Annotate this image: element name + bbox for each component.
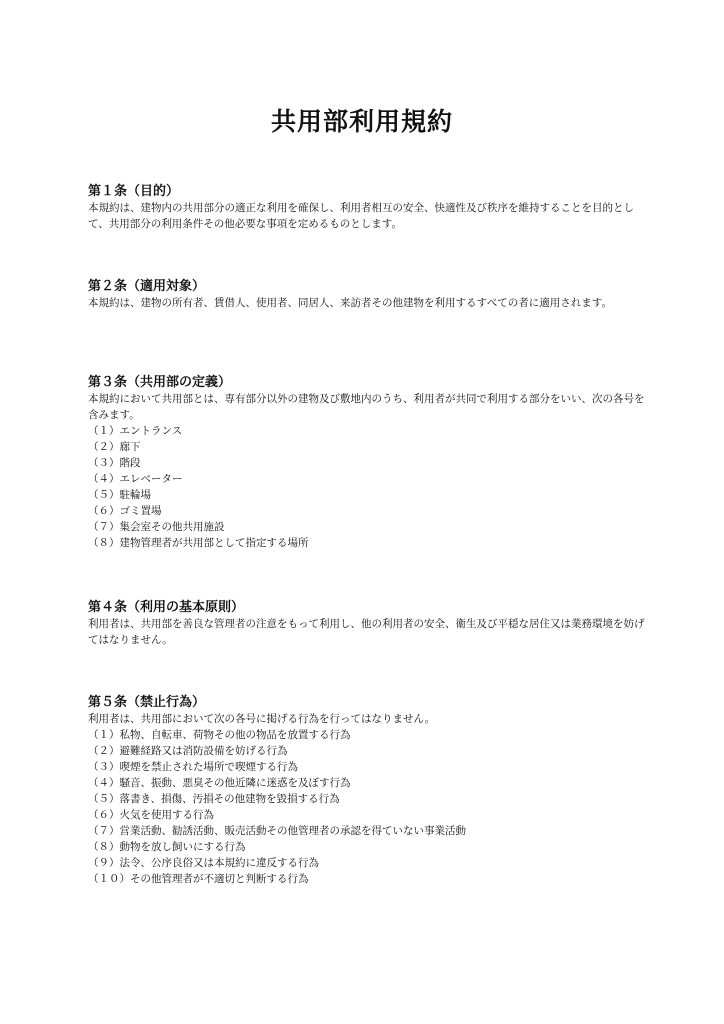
item-list [88,727,648,887]
article-heading: 第４条（利用の基本原則） [88,600,245,615]
list-item: （６）ゴミ置場 [88,505,162,517]
list-item: （９）法令、公序良俗又は本規約に違反する行為 [88,857,319,869]
article-body: 本規約において共用部とは、専有部分以外の建物及び敷地内のうち、利用者が共同で利用する部分をいい、次の各号を含みます。 [88,393,645,421]
article-body: 本規約は、建物内の共用部分の適正な利用を確保し、利用者相互の安全、快適性及び秩序を維持することを目的として、共用部分の利用条件その他必要な事項を定めるものとします。 [88,202,634,230]
list-item: （５）駐輪場 [88,489,151,501]
item-list [88,423,648,551]
list-item: （８）動物を放し飼いにする行為 [88,841,246,853]
list-item: （３）喫煙を禁止された場所で喫煙する行為 [88,761,298,773]
article-3 [88,374,648,551]
list-item: （５）落書き、損傷、汚損その他建物を毀損する行為 [88,793,340,805]
article-body: 利用者は、共用部を善良な管理者の注意をもって利用し、他の利用者の安全、衛生及び平穏な居住又は業務環境を妨げてはなりません。 [88,618,645,646]
article-1 [88,183,648,232]
list-item: （６）火気を使用する行為 [88,809,214,821]
article-heading: 第１条（目的） [88,184,180,199]
article-4 [88,599,648,648]
list-item: （１）エントランス [88,425,183,437]
list-item: （３）階段 [88,457,141,469]
list-item: （２）避難経路又は消防設備を妨げる行為 [88,745,288,757]
article-5 [88,694,648,887]
list-item: （７）集会室その他共用施設 [88,521,225,533]
list-item: （１０）その他管理者が不適切と判断する行為 [88,873,309,885]
list-item: （４）エレベーター [88,473,183,485]
article-body: 利用者は、共用部において次の各号に掲げる行為を行ってはなりません。 [88,713,436,725]
document-title: 共用部利用規約 [270,107,453,136]
article-heading: 第２条（適用対象） [88,279,206,294]
article-heading: 第５条（禁止行為） [88,695,206,710]
article-heading: 第３条（共用部の定義） [88,375,232,390]
list-item: （８）建物管理者が共用部として指定する場所 [88,537,309,549]
list-item: （４）騒音、振動、悪臭その他近隣に迷惑を及ぼす行為 [88,777,351,789]
article-2 [88,278,648,311]
list-item: （７）営業活動、勧誘活動、販売活動その他管理者の承認を得ていない事業活動 [88,825,466,837]
list-item: （２）廊下 [88,441,141,453]
article-body: 本規約は、建物の所有者、賃借人、使用者、同居人、来訪者その他建物を利用するすべての者に適用されます。 [88,297,612,309]
list-item: （１）私物、自転車、荷物その他の物品を放置する行為 [88,729,351,741]
